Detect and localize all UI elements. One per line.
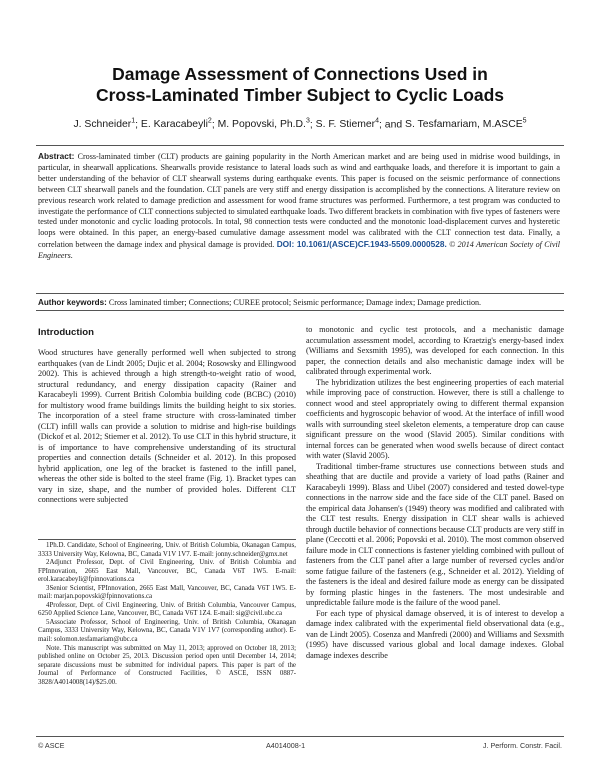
abstract-label: Abstract: [38,151,75,161]
author-list: J. Schneider$^1$; E. Karacabeyli$^2$; M. Popovski, Ph.D.$^3$; S. F. Stiemer$^4$; and S. Tesfamariam, M.ASCE$^5$ [73,118,527,131]
paragraph: The hybridization utilizes the best engineering properties of each material while improving pace of construction. However, there is still a challenge to connect wood and steel appropriately owing to different thermal expansion coefficients and hygroscopic behavior of wood. At the interface of infill wood walls with surrounding steel skeleton elements, a temperature drop can cause significant pressure on the wood (Slavid 2005). Similar conditions with internal forces can be generated when wood swells because of direct contact with water (Slavid 2005). [306,377,564,460]
footnote-3: 3Senior Scientist, FPInnovation, 2665 East Mall, Vancouver, BC, Canada V6T 1W5. E-mail: marjan.popovski@fpinnovations.ca [38,584,296,601]
footnote-5: 5Associate Professor, School of Engineering, Univ. of British Columbia, Okanagan Campus, 3333 University Way, Kelowna, BC, Canada V1V 1V7 (corresponding author). E-mail: solomon.tesfamariam@ubc.ca [38,618,296,644]
title-line-1: Damage Assessment of Connections Used in [112,64,488,84]
paragraph: For each type of physical damage observed, it is of interest to develop a damage index calibrated with the experimental field observational data (e.g., van de Lindt 2005). Cosenza and Manfredi (2000) and Williams and Sexsmith (1995) have discussed various global and local damage indexes. Global damage indexes describe [306,608,564,660]
author-5: S. Tesfamariam, M.ASCE$^5$ [405,118,527,131]
footer-page-id: A4014008-1 [266,741,306,750]
footer-journal: J. Perform. Constr. Facil. [482,741,562,750]
footnote-2: 2Adjunct Professor, Dept. of Civil Engineering, Univ. of British Columbia and FPInnovation, 2665 East Mall, Vancouver, BC, Canada V6T 1W5. E-mail: erol.karacabeyli@fpinnovations.ca [38,559,296,584]
copyright: © 2014 American Society of Civil Engineers. [38,240,560,261]
keywords-text: Cross laminated timber; Connections; CUREE protocol; Seismic performance; Damage index; Damage prediction. [108,298,482,307]
author-1: J. Schneider$^1$ [73,118,136,131]
abstract [38,151,560,307]
intro-heading: Introduction [38,327,94,338]
doi-link[interactable]: DOI: 10.1061/(ASCE)CF.1943-5509.0000528. [276,239,447,250]
footer-rule [36,736,564,737]
top-rule [36,145,564,146]
footer-publisher: © ASCE [38,741,65,750]
keywords-top-rule [36,293,564,294]
right-column [306,325,564,728]
footnote-rule [38,539,296,540]
left-column [38,348,296,536]
paper-title [40,64,560,106]
footnote-4: 4Professor, Dept. of Civil Engineering, Univ. of British Columbia, Vancouver Campus, 6250 Applied Science Lane, Vancouver, BC, Canada V6T 1Z4. E-mail: sig@civil.ubc.ca [38,601,296,618]
author-keywords [38,297,560,308]
footnotes [38,542,296,718]
author-2: E. Karacabeyli$^2$ [140,118,212,131]
paragraph: Wood structures have generally performed well when subjected to strong earthquakes (van de Lindt 2005; Dujic et al. 2004; Rosowsky and Ellingwood 2002). This is achieved through a high strength-to-weight ratio of wood, structural redundancy, and energy dissipation capacity (Rainer and Karacabeyli 1999). Current British Colombia building code (BCBC) (2010) for multistory wood frame buildings limits the building height to six stories. The incorporation of a steel frame structure with cross-laminated timber (CLT) infill walls can provide a solution to midrise and high-rise buildings (Dickof et al. 2012; Stiemer et al. 2012). To use CLT in this hybrid structure, it is of importance to have comprehensive understanding of its structural properties and connection details (Schneider et al. 2012). In this proposed hybrid application, one leg of the bracket is fastened to the infill panel, whereas the other side is bolted to the steel frame (Fig. 1). Bracket types can vary in size, shape, and the number of provided holes. Different CLT connections were subjected [38,348,296,504]
keywords-bottom-rule [36,310,564,311]
author-3: M. Popovski, Ph.D.$^3$ [217,118,310,131]
footnote-note: Note. This manuscript was submitted on May 11, 2013; approved on October 18, 2013; published online on October 25, 2013. Discussion period open until December 14, 2014; separate discussions must be submitted for individual papers. This paper is part of the Journal of Performance of Constructed Facilities, © ASCE, ISSN 0887-3828/A4014008(14)/$25.00. [38,644,296,686]
title-line-2: Cross-Laminated Timber Subject to Cyclic Loads [95,85,505,105]
footnote-1: 1Ph.D. Candidate, School of Engineering, Univ. of British Columbia, Okanagan Campus, 3333 University Way, Kelowna, BC, Canada V1V 1V7. E-mail: jonny.schneider@gmx.net [38,542,296,558]
author-4: S. F. Stiemer$^4$ [315,118,380,131]
paragraph: to monotonic and cyclic test protocols, and a mechanistic damage accumulation assessment model, according to Kraetzig's energy-based index (Williams and Sexsmith 1995), was developed for each connection. In this paper, the connection details and also mechanistic damage index will be calibrated through experimental work. [306,325,564,376]
keywords-label: Author keywords: [38,298,107,307]
abstract-text: Cross-laminated timber (CLT) products are gaining popularity in the North American market and are being used in midrise wood buildings, in particular, in shearwall applications. Shearwalls provide resistance to lateral loads such as wind and earthquake loads, and therefore it is important to gain a better understanding of the behavior of CLT shearwall systems during earthquake events. This paper is focused on the seismic performance of connections between CLT shearwall panels and the foundation. CLT panels are very stiff and energy dissipation is accomplished by the connections. A literature review on previous research work related to damage prediction and assessment for wood frame structures was performed. Furthermore, a test program was conducted to investigate the performance of CLT connections subjected to simulated earthquake loads. Two different brackets in combination with five types of fasteners were tested under monotonic and cyclic loading protocols. In total, 98 connection tests were conducted and the monotonic load-displacement curves and hysteretic loops were obtained. In this paper, an energy-based cumulative damage assessment model was calibrated with the CLT connection test data. Finally, a correlation between the damage index and physical damage is provided. [38,152,560,250]
paragraph: Traditional timber-frame structures use connections between studs and sheathing that are ductile and provide a variety of load paths (Rainer and Karacabeyli 1999). Blass and Uibel (2007) considered and tested dowel-type connections in the narrow side and the face side of the CLT panel. Based on the empirical data Johansen's (1949) theory was modified and calibrated with the CLT test results. Energy dissipation in CLT shear walls is achieved through ductile behavior of connections because CLT products are very stiff in plane (Ceccotti et al. 2006; Popovski et al. 2010). The most common observed failure mode in CLT connections is fastener yielding combined with pullout of fasteners from the CLT panel after a large number of reversed cycles and/or some fatigue failure of the fasteners (e.g., Schneider et al. 2012). Yielding of the fasteners is the ideal and desired failure mode as energy can be dissipated by forming plastic hinges in the fasteners. The most undesirable and unpredictable failure mode is the failure of the wood panel. [306,461,564,607]
